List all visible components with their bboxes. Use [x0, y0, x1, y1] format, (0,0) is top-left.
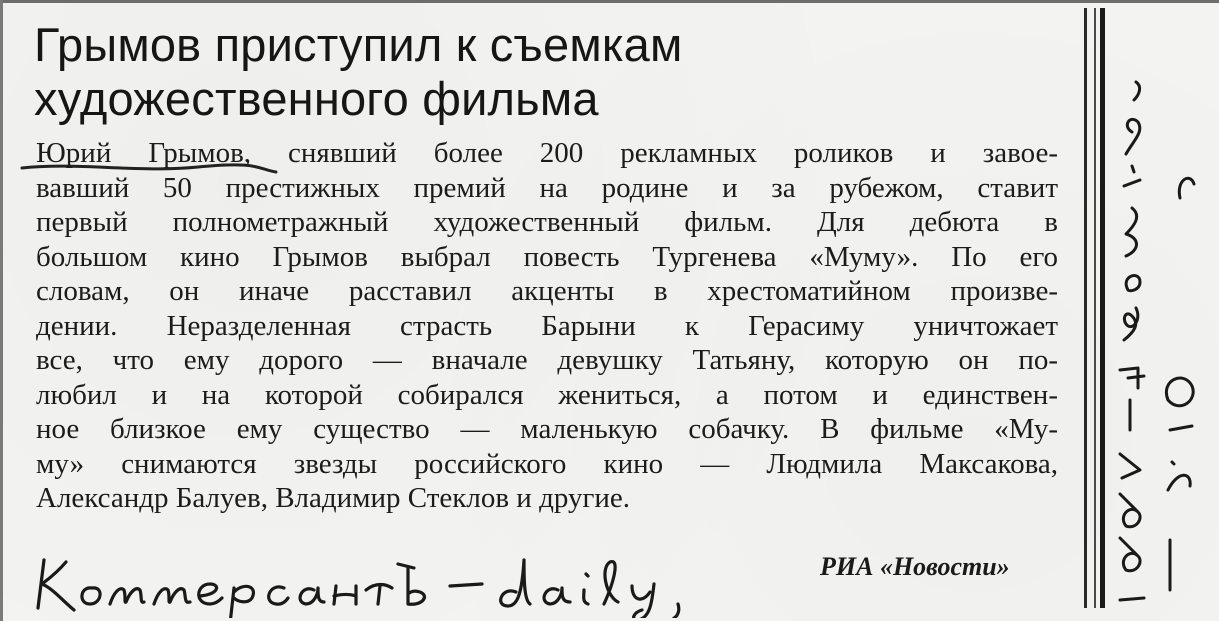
article-line: вавший 50 престижных премий на родине и за рубежом, ставит	[36, 171, 1058, 204]
article-line: ное близкое ему существо — маленькую собачку. В фильме «Му-	[36, 413, 1058, 445]
article-line-text: снявший более 200 рекламных роликов и завое-	[251, 137, 1058, 169]
author-name: Юрий Грымов,	[36, 137, 252, 169]
left-edge-line	[0, 0, 3, 621]
article-line: первый полнометражный художественный фильм. Для дебюта в	[36, 206, 1058, 238]
article-line: му» снимаются звезды российского кино — Людмила Максакова,	[36, 447, 1058, 480]
article-line	[36, 136, 1058, 171]
article-line: дении. Неразделенная страсть Барыни к Герасиму уничтожает	[36, 309, 1058, 342]
handwritten-date-note	[1110, 70, 1210, 610]
article-line: Александр Балуев, Владимир Стеклов и другие.	[36, 482, 630, 514]
column-rule	[1084, 8, 1087, 608]
article-line: все, что ему дорого — вначале девушку Татьяну, которую он по-	[36, 344, 1058, 376]
headline-line-2: художественного фильма	[34, 72, 599, 125]
article-line: большом кино Грымов выбрал повесть Тургенева «Муму». По его	[36, 240, 1058, 273]
column-rule	[1100, 8, 1105, 608]
article-line: словам, он иначе расставил акценты в хрестоматийном произве-	[36, 275, 1058, 307]
news-agency-credit: РИА «Новости»	[820, 552, 1010, 581]
article-headline	[34, 18, 1074, 126]
article-line: любил и на которой собирался жениться, а потом и единствен-	[36, 378, 1058, 411]
column-rule	[1094, 8, 1096, 608]
handwritten-publication-name	[30, 538, 820, 618]
top-edge-line	[0, 0, 1219, 3]
article-body	[36, 136, 1058, 516]
headline-line-1: Грымов приступил к съемкам	[34, 18, 683, 71]
